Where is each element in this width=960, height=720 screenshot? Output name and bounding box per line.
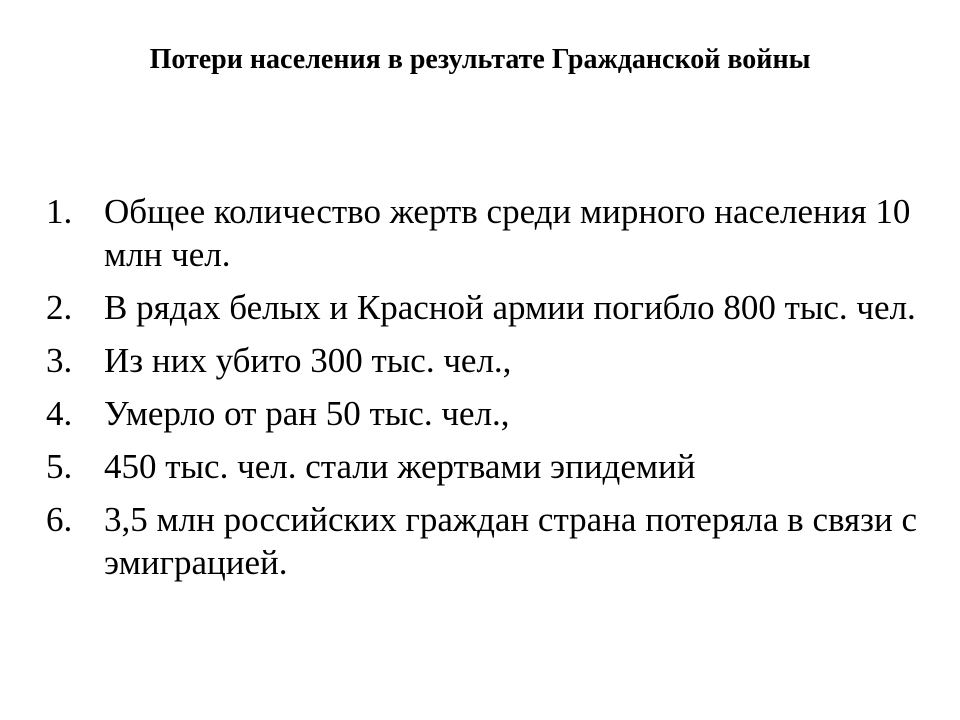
list-item-number: 6. bbox=[46, 500, 73, 539]
list-item-number: 5. bbox=[46, 447, 73, 486]
list-item-text: 3,5 млн российских граждан страна потеряла в связи с эмиграцией. bbox=[104, 500, 917, 582]
list-item bbox=[46, 445, 936, 488]
list-item-text: Общее количество жертв среди мирного населения 10 млн чел. bbox=[104, 192, 911, 274]
list-item-text: Умерло от ран 50 тыс. чел., bbox=[104, 394, 510, 433]
list-item bbox=[46, 392, 936, 435]
content-list bbox=[46, 190, 936, 594]
list-item-number: 1. bbox=[46, 192, 73, 231]
list-item-text: 450 тыс. чел. стали жертвами эпидемий bbox=[104, 447, 696, 486]
list-item bbox=[46, 498, 936, 584]
list-item-number: 4. bbox=[46, 394, 73, 433]
list-item-number: 3. bbox=[46, 341, 73, 380]
list-item bbox=[46, 190, 936, 276]
slide-title: Потери населения в результате Гражданской войны bbox=[149, 44, 811, 75]
list-item-text: В рядах белых и Красной армии погибло 800 тыс. чел. bbox=[104, 288, 916, 327]
list-item bbox=[46, 286, 936, 329]
list-item-number: 2. bbox=[46, 288, 73, 327]
list-item-text: Из них убито 300 тыс. чел., bbox=[104, 341, 512, 380]
list-item bbox=[46, 339, 936, 382]
